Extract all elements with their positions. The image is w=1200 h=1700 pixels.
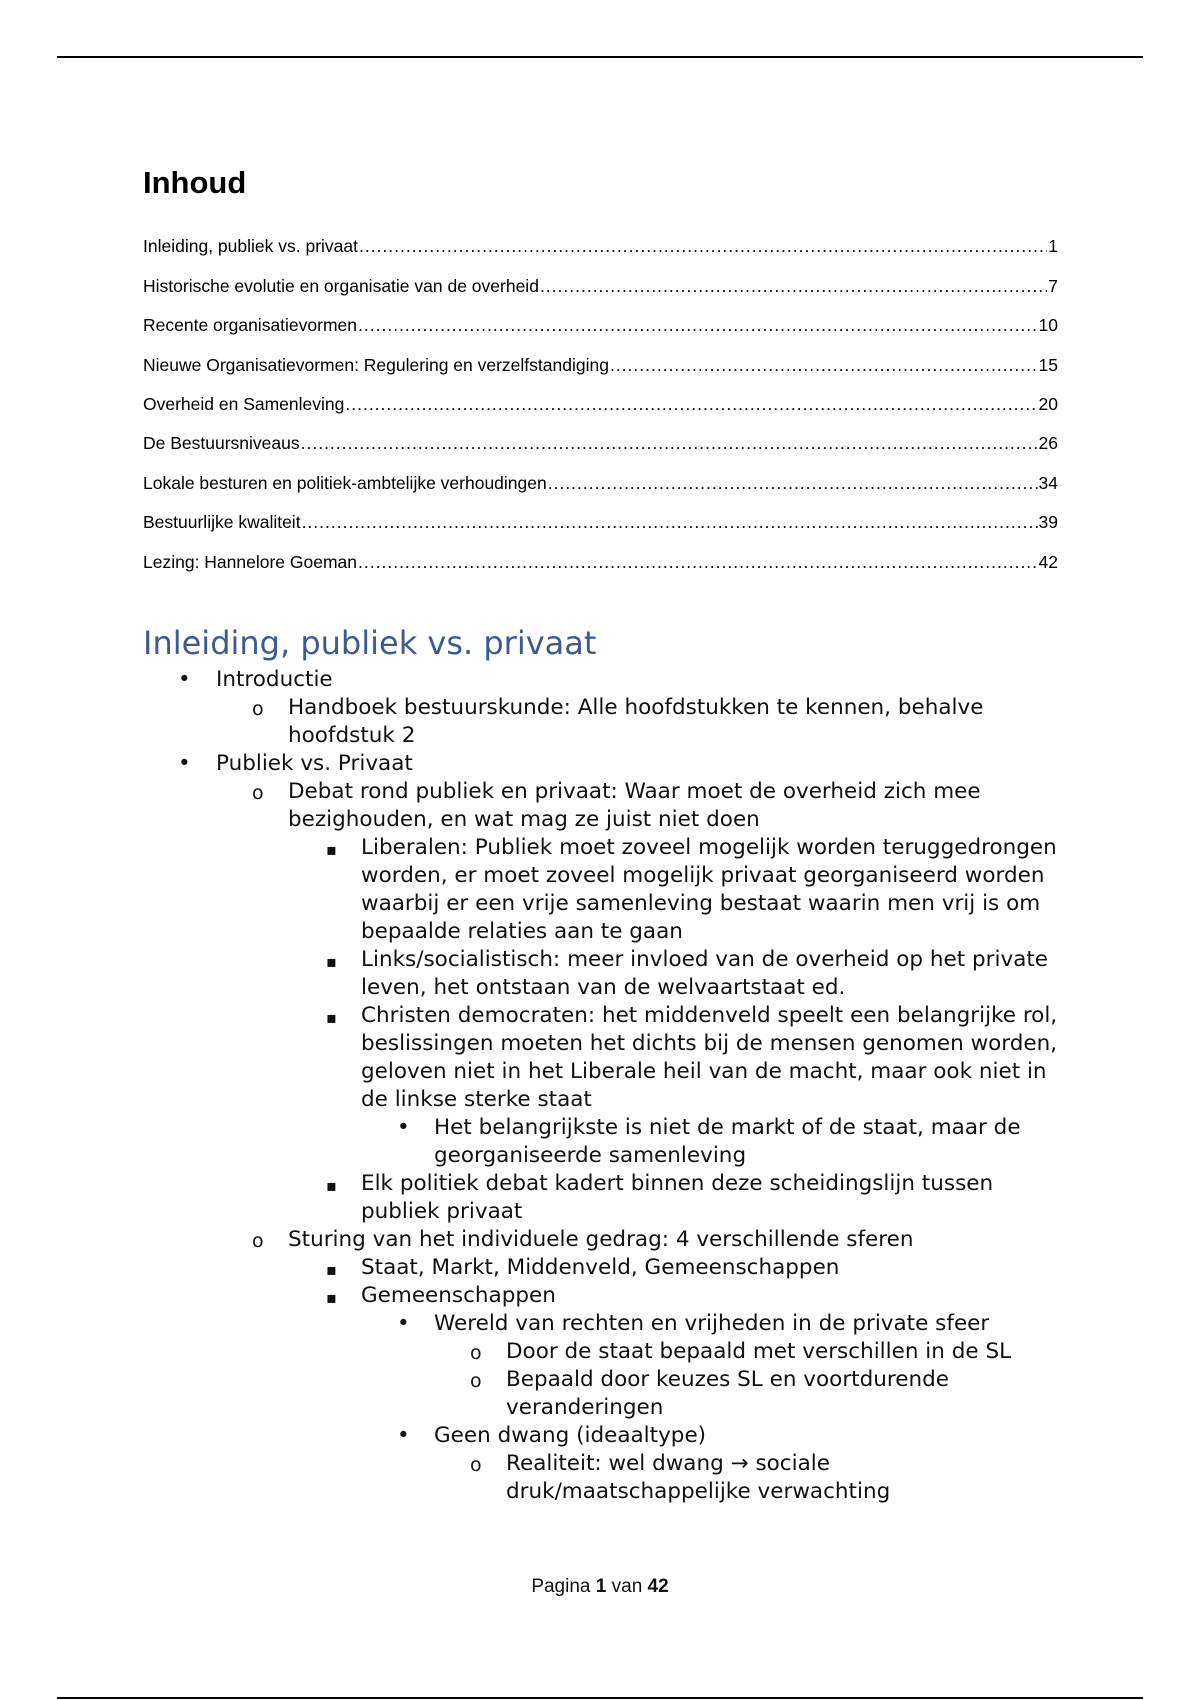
toc-entry-page: 7 (1048, 275, 1058, 296)
toc-entry-page: 26 (1038, 433, 1058, 454)
footer-total-pages: 42 (647, 1576, 669, 1597)
footer-rule (57, 1697, 1143, 1699)
list-item-text: Staat, Markt, Middenveld, Gemeenschappen (361, 1255, 840, 1280)
list-item (0, 694, 1200, 750)
toc-entry[interactable] (143, 377, 1058, 416)
list-item-text: Gemeenschappen (361, 1283, 556, 1308)
list-item (0, 1310, 1200, 1338)
toc-entry-title: Lezing: Hannelore Goeman (143, 551, 358, 572)
list-item (0, 750, 1200, 778)
toc-entry-page: 1 (1048, 236, 1058, 257)
toc-entry[interactable] (143, 337, 1058, 376)
list-item (0, 1282, 1200, 1310)
toc-entry[interactable] (143, 495, 1058, 534)
list-item-text: Wereld van rechten en vrijheden in de private sfeer (434, 1311, 990, 1336)
toc-leader-dots (345, 394, 1037, 416)
bullet-icon: o (252, 698, 264, 720)
bullet-icon: ▪ (326, 1008, 337, 1027)
list-item-text: Introductie (216, 667, 333, 692)
toc-leader-dots (358, 315, 1038, 337)
page-footer (0, 1576, 1200, 1598)
list-item-text: Het belangrijkste is niet de markt of de staat, maar de georganiseerde samenleving (434, 1115, 1021, 1168)
bullet-icon: o (252, 1230, 264, 1252)
section-body (0, 666, 1200, 1506)
toc-entry-page: 20 (1038, 393, 1058, 414)
bullet-icon: ▪ (326, 952, 337, 971)
toc-leader-dots (359, 236, 1047, 258)
bullet-icon: o (470, 1342, 482, 1364)
bullet-icon: ▪ (326, 1260, 337, 1279)
list-item-text: Geen dwang (ideaaltype) (434, 1423, 707, 1448)
toc-entry[interactable] (143, 416, 1058, 455)
list-item-text: Handboek bestuurskunde: Alle hoofdstukken te kennen, behalve hoofdstuk 2 (288, 695, 984, 748)
toc-entry-page: 10 (1038, 315, 1058, 336)
list-item-text: Debat rond publiek en privaat: Waar moet de overheid zich mee bezighouden, en wat mag ze juist niet doen (288, 779, 981, 832)
list-item-text: Bepaald door keuzes SL en voortdurende veranderingen (506, 1367, 949, 1420)
list-item-text: Elk politiek debat kadert binnen deze scheidingslijn tussen publiek privaat (361, 1171, 994, 1224)
toc-entry-title: De Bestuursniveaus (143, 433, 300, 454)
bullet-icon: o (470, 1370, 482, 1392)
list-item (0, 1338, 1200, 1366)
list-item-text: Realiteit: wel dwang → sociale druk/maatschappelijke verwachting (506, 1451, 891, 1504)
toc-entry-title: Inleiding, publiek vs. privaat (143, 236, 358, 257)
footer-prefix: Pagina (531, 1576, 591, 1597)
list-item (0, 1114, 1200, 1170)
list-item (0, 834, 1200, 946)
toc-entry[interactable] (143, 258, 1058, 297)
list-item-text: Publiek vs. Privaat (216, 751, 413, 776)
list-item-text: Sturing van het individuele gedrag: 4 verschillende sferen (288, 1227, 914, 1252)
list-item (0, 1366, 1200, 1422)
toc-entry-title: Historische evolutie en organisatie van de overheid (143, 275, 539, 296)
toc-leader-dots (548, 473, 1038, 495)
footer-current-page: 1 (595, 1576, 607, 1597)
bullet-icon: • (178, 751, 191, 776)
bullet-icon: o (252, 782, 264, 804)
list-item (0, 1002, 1200, 1114)
section-title: Inleiding, publiek vs. privaat (143, 624, 597, 662)
toc-leader-dots (540, 276, 1047, 298)
list-item (0, 1170, 1200, 1226)
toc-entry[interactable] (143, 219, 1058, 258)
list-item (0, 1450, 1200, 1506)
bullet-icon: • (397, 1311, 410, 1336)
list-item (0, 1422, 1200, 1450)
toc-leader-dots (610, 355, 1038, 377)
list-item (0, 946, 1200, 1002)
list-item (0, 1254, 1200, 1282)
bullet-icon: o (470, 1454, 482, 1476)
toc-entry-page: 39 (1038, 512, 1058, 533)
header-rule (57, 56, 1143, 58)
toc-entry[interactable] (143, 534, 1058, 573)
toc-entry-title: Recente organisatievormen (143, 315, 358, 336)
toc-entry[interactable] (143, 455, 1058, 494)
toc-entry-page: 42 (1038, 551, 1058, 572)
toc-leader-dots (301, 433, 1038, 455)
bullet-icon: • (397, 1423, 410, 1448)
bullet-icon: ▪ (326, 1288, 337, 1307)
list-item-text: Links/socialistisch: meer invloed van de overheid op het private leven, het ontstaan van de welvaartstaat ed. (361, 947, 1049, 1000)
toc-entry-page: 34 (1038, 472, 1058, 493)
toc-leader-dots (358, 552, 1038, 574)
toc-entry-title: Nieuwe Organisatievormen: Regulering en verzelfstandiging (143, 354, 609, 375)
bullet-icon: • (178, 667, 191, 692)
toc-entry[interactable] (143, 298, 1058, 337)
toc-heading: Inhoud (143, 165, 247, 200)
toc-entry-title: Lokale besturen en politiek-ambtelijke verhoudingen (143, 472, 547, 493)
table-of-contents (143, 219, 1058, 574)
list-item-text: Christen democraten: het middenveld speelt een belangrijke rol, beslissingen moeten het dichts bij de mensen genomen worden, geloven niet in het Liberale heil van de macht, maar ook niet in de linkse sterke staat (361, 1003, 1058, 1112)
list-item-text: Liberalen: Publiek moet zoveel mogelijk worden teruggedrongen worden, er moet zoveel mogelijk privaat georganiseerd worden waarbij er een vrije samenleving bestaat waarin men vrij is om bepaalde relaties aan te gaan (361, 835, 1057, 944)
bullet-icon: ▪ (326, 840, 337, 859)
list-item (0, 1226, 1200, 1254)
toc-entry-title: Overheid en Samenleving (143, 393, 345, 414)
toc-entry-title: Bestuurlijke kwaliteit (143, 512, 301, 533)
footer-middle: van (611, 1576, 643, 1597)
list-item (0, 778, 1200, 834)
bullet-icon: • (397, 1115, 410, 1140)
toc-leader-dots (302, 512, 1038, 534)
bullet-icon: ▪ (326, 1176, 337, 1195)
list-item-text: Door de staat bepaald met verschillen in de SL (506, 1339, 1012, 1364)
list-item (0, 666, 1200, 694)
toc-entry-page: 15 (1038, 354, 1058, 375)
